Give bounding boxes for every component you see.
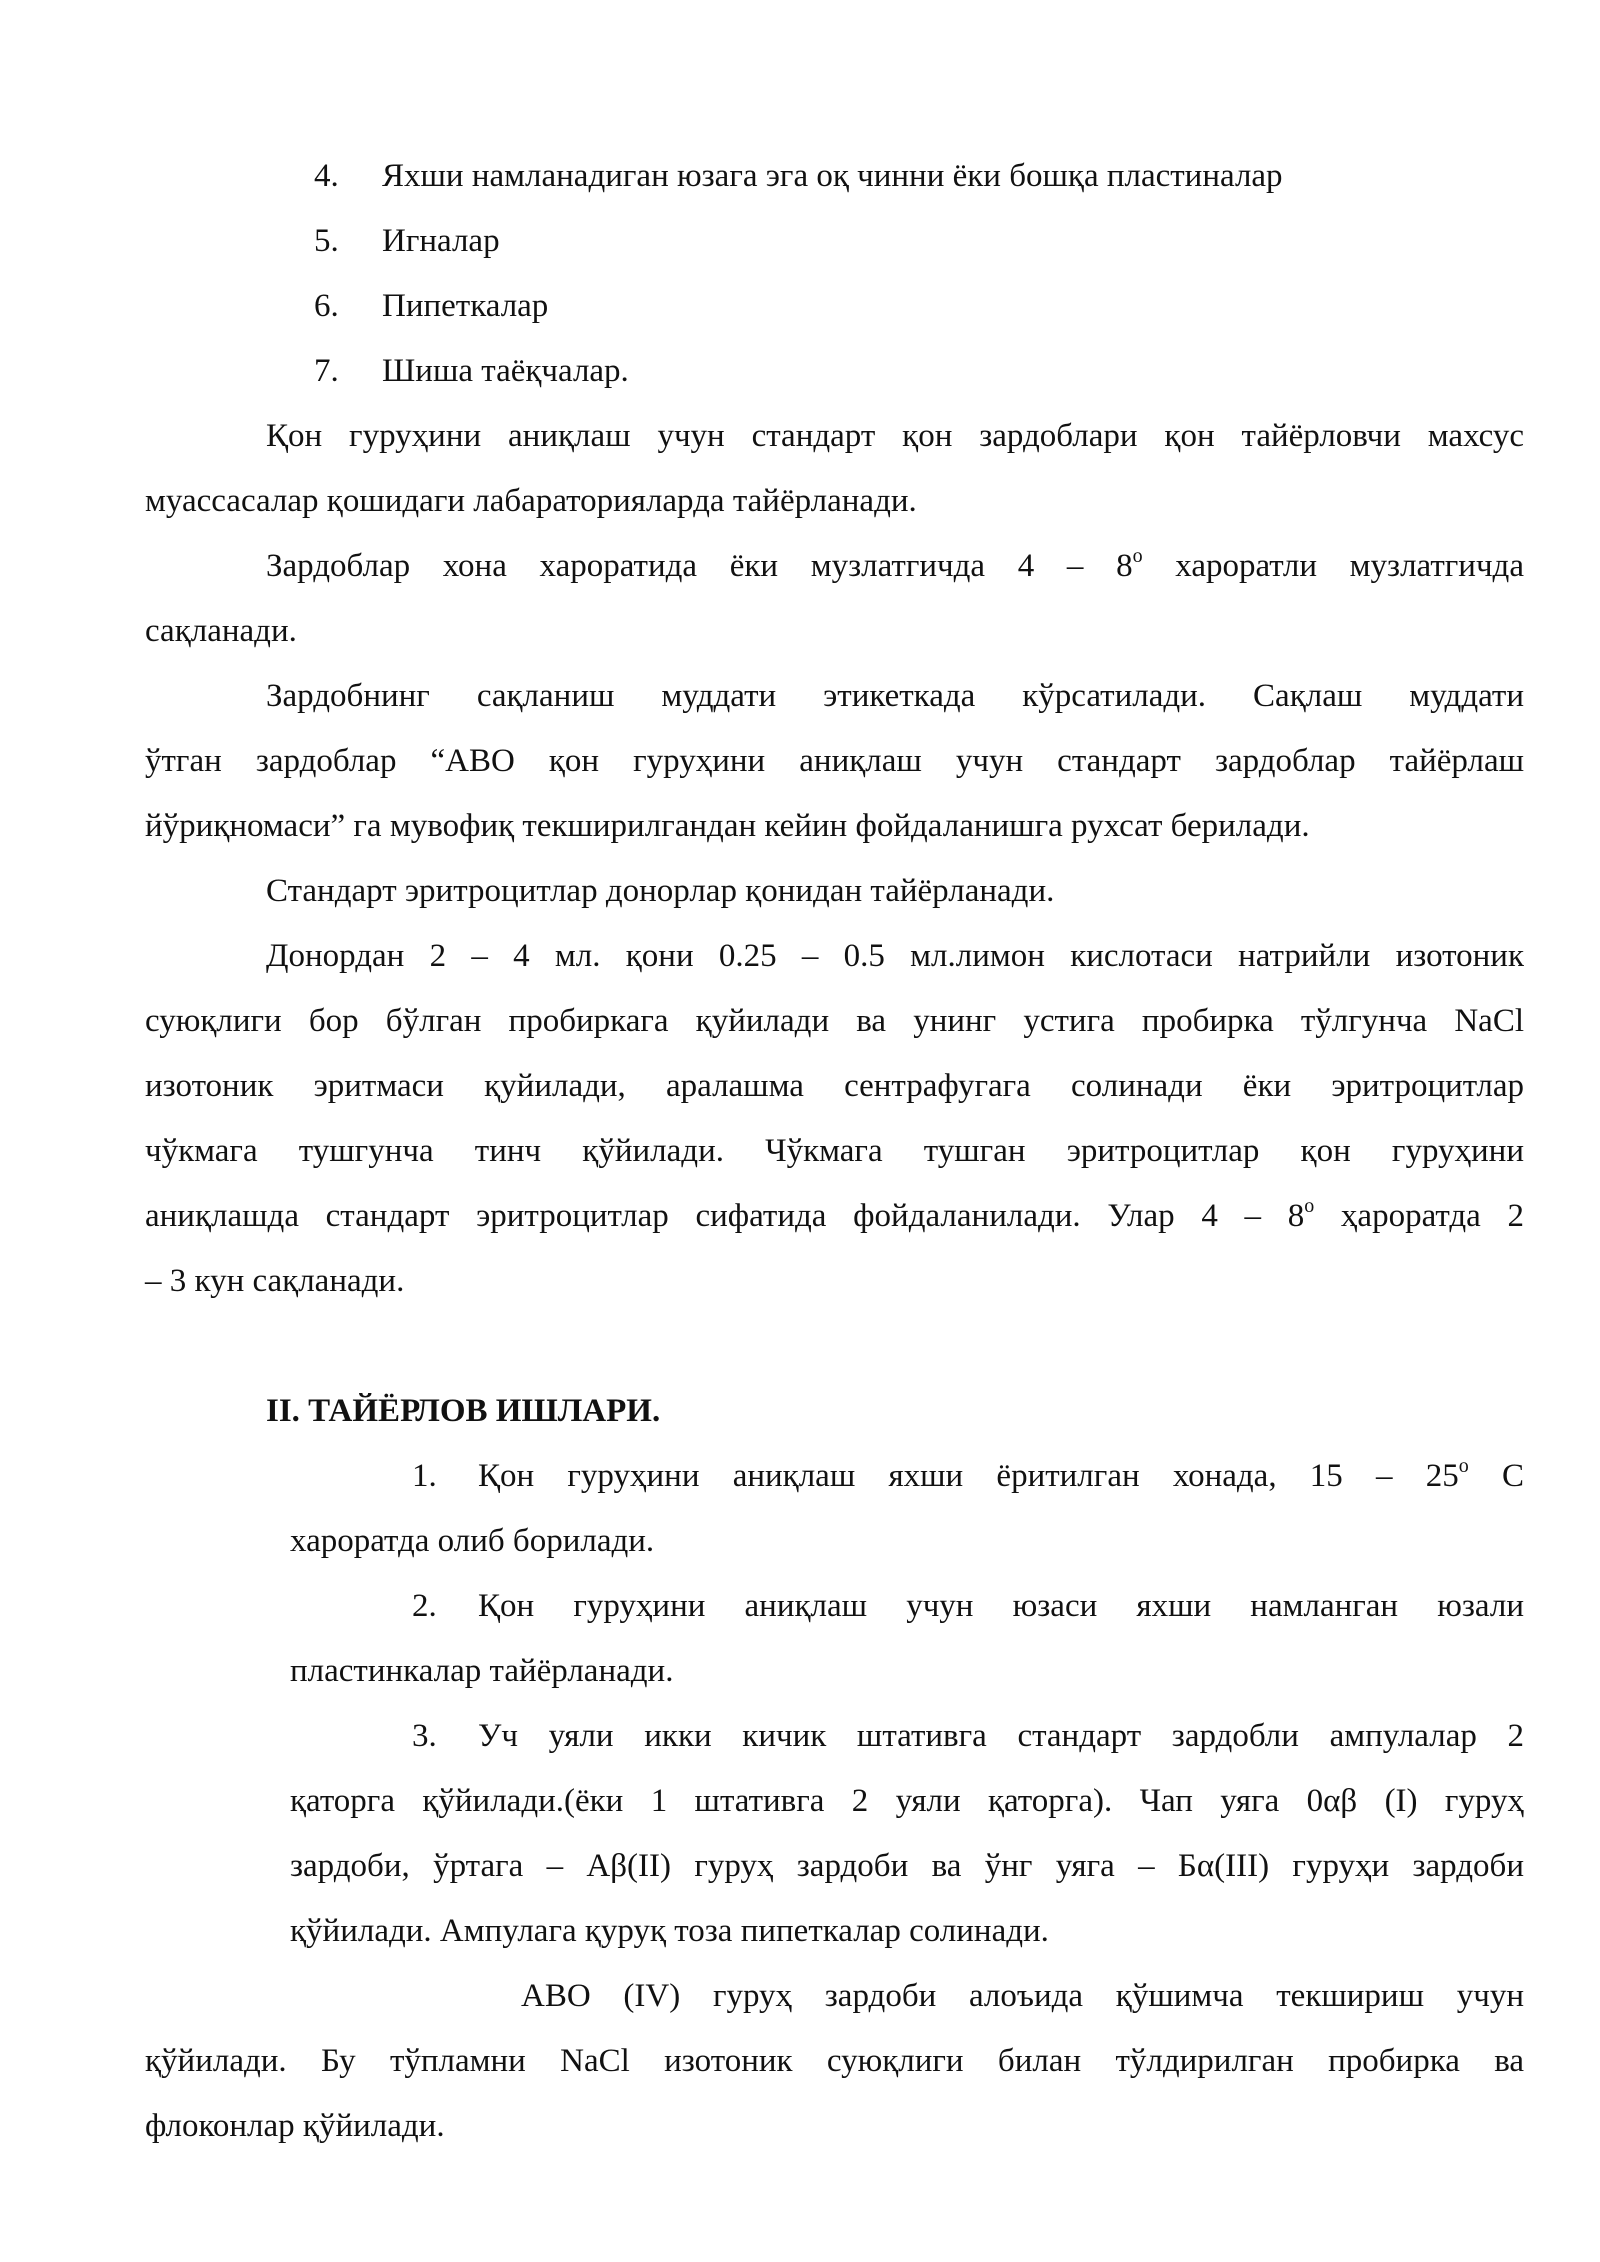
degree-superscript: о	[1304, 1195, 1315, 1217]
paragraph-line	[145, 1193, 1524, 1239]
paragraph-line: муассасалар қошидаги лабараторияларда тайёрланади.	[145, 483, 917, 519]
paragraph-line: йўриқномаси” га мувофиқ текширилгандан кейин фойдаланишга рухсат берилади.	[145, 808, 1310, 844]
paragraph-line: ўтган зардоблар “АВО қон гуруҳини аниқлаш учун стандарт зардоблар тайёрлаш	[145, 743, 1524, 779]
paragraph-line: қўйилади. Бу тўпламни NaCl изотоник суюқлиги билан тўлдирилган пробирка ва	[145, 2043, 1524, 2079]
paragraph-line: – 3 кун сақланади.	[145, 1263, 405, 1299]
text-run: хароратли музлатгичда	[1142, 548, 1524, 584]
step-number: 1.	[412, 1458, 437, 1494]
list-item: Пипеткалар	[382, 288, 549, 324]
step-line: қаторга қўйилади.(ёки 1 штативга 2 уяли қаторга). Чап уяга 0αβ (I) гуруҳ	[290, 1783, 1524, 1819]
step-line: Қон гуруҳини аниқлаш учун юзаси яхши намланган юзали	[478, 1588, 1524, 1624]
step-line: хароратда олиб борилади.	[290, 1523, 655, 1559]
text-run: С	[1468, 1458, 1524, 1494]
paragraph-line: чўкмага тушгунча тинч қўйилади. Чўкмага тушган эритроцитлар қон гуруҳини	[145, 1133, 1524, 1169]
list-item-number: 5.	[314, 223, 339, 259]
text-run: ҳароратда 2	[1314, 1198, 1524, 1234]
step-line	[478, 1453, 1524, 1499]
paragraph-line: сақланади.	[145, 613, 297, 649]
paragraph-line	[266, 543, 1524, 589]
list-item: Шиша таёқчалар.	[382, 353, 629, 389]
text-run: Қон гуруҳини аниқлаш яхши ёритилган хонада, 15 – 25	[478, 1458, 1459, 1494]
list-item-number: 7.	[314, 353, 339, 389]
list-item: Игналар	[382, 223, 500, 259]
step-number: 2.	[412, 1588, 437, 1624]
step-line: қўйилади. Ампулага қуруқ тоза пипеткалар солинади.	[290, 1913, 1049, 1949]
paragraph-line: Зардобнинг сақланиш муддати этикеткада кўрсатилади. Сақлаш муддати	[266, 678, 1524, 714]
step-line: пластинкалар тайёрланади.	[290, 1653, 674, 1689]
list-item: Яхши намланадиган юзага эга оқ чинни ёки бошқа пластиналар	[382, 158, 1283, 194]
paragraph-line: изотоник эритмаси қуйилади, аралашма сентрафугага солинади ёки эритроцитлар	[145, 1068, 1524, 1104]
text-run: Зардоблар хона хароратида ёки музлатгичда 4 – 8	[266, 548, 1133, 584]
section-heading: II. ТАЙЁРЛОВ ИШЛАРИ.	[266, 1393, 661, 1429]
step-line: Уч уяли икки кичик штативга стандарт зардобли ампулалар 2	[478, 1718, 1524, 1754]
list-item-number: 4.	[314, 158, 339, 194]
step-line: зардоби, ўртага – Аβ(II) гуруҳ зардоби ва ўнг уяга – Бα(III) гуруҳи зардоби	[290, 1848, 1524, 1884]
text-run: аниқлашда стандарт эритроцитлар сифатида фойдаланилади. Улар 4 – 8	[145, 1198, 1305, 1234]
degree-superscript: о	[1458, 1455, 1469, 1477]
list-item-number: 6.	[314, 288, 339, 324]
step-number: 3.	[412, 1718, 437, 1754]
paragraph-line: Стандарт эритроцитлар донорлар қонидан тайёрланади.	[266, 873, 1055, 909]
paragraph-line: Донордан 2 – 4 мл. қони 0.25 – 0.5 мл.лимон кислотаси натрийли изотоник	[266, 938, 1524, 974]
paragraph-line: АВО (IV) гуруҳ зардоби алоъида қўшимча текшириш учун	[521, 1978, 1524, 2014]
paragraph-line: флоконлар қўйилади.	[145, 2108, 445, 2144]
paragraph-line: суюқлиги бор бўлган пробиркага қуйилади ва унинг устига пробирка тўлгунча NaCl	[145, 1003, 1524, 1039]
paragraph-line: Қон гуруҳини аниқлаш учун стандарт қон зардоблари қон тайёрловчи махсус	[266, 418, 1524, 454]
degree-superscript: о	[1132, 545, 1143, 567]
